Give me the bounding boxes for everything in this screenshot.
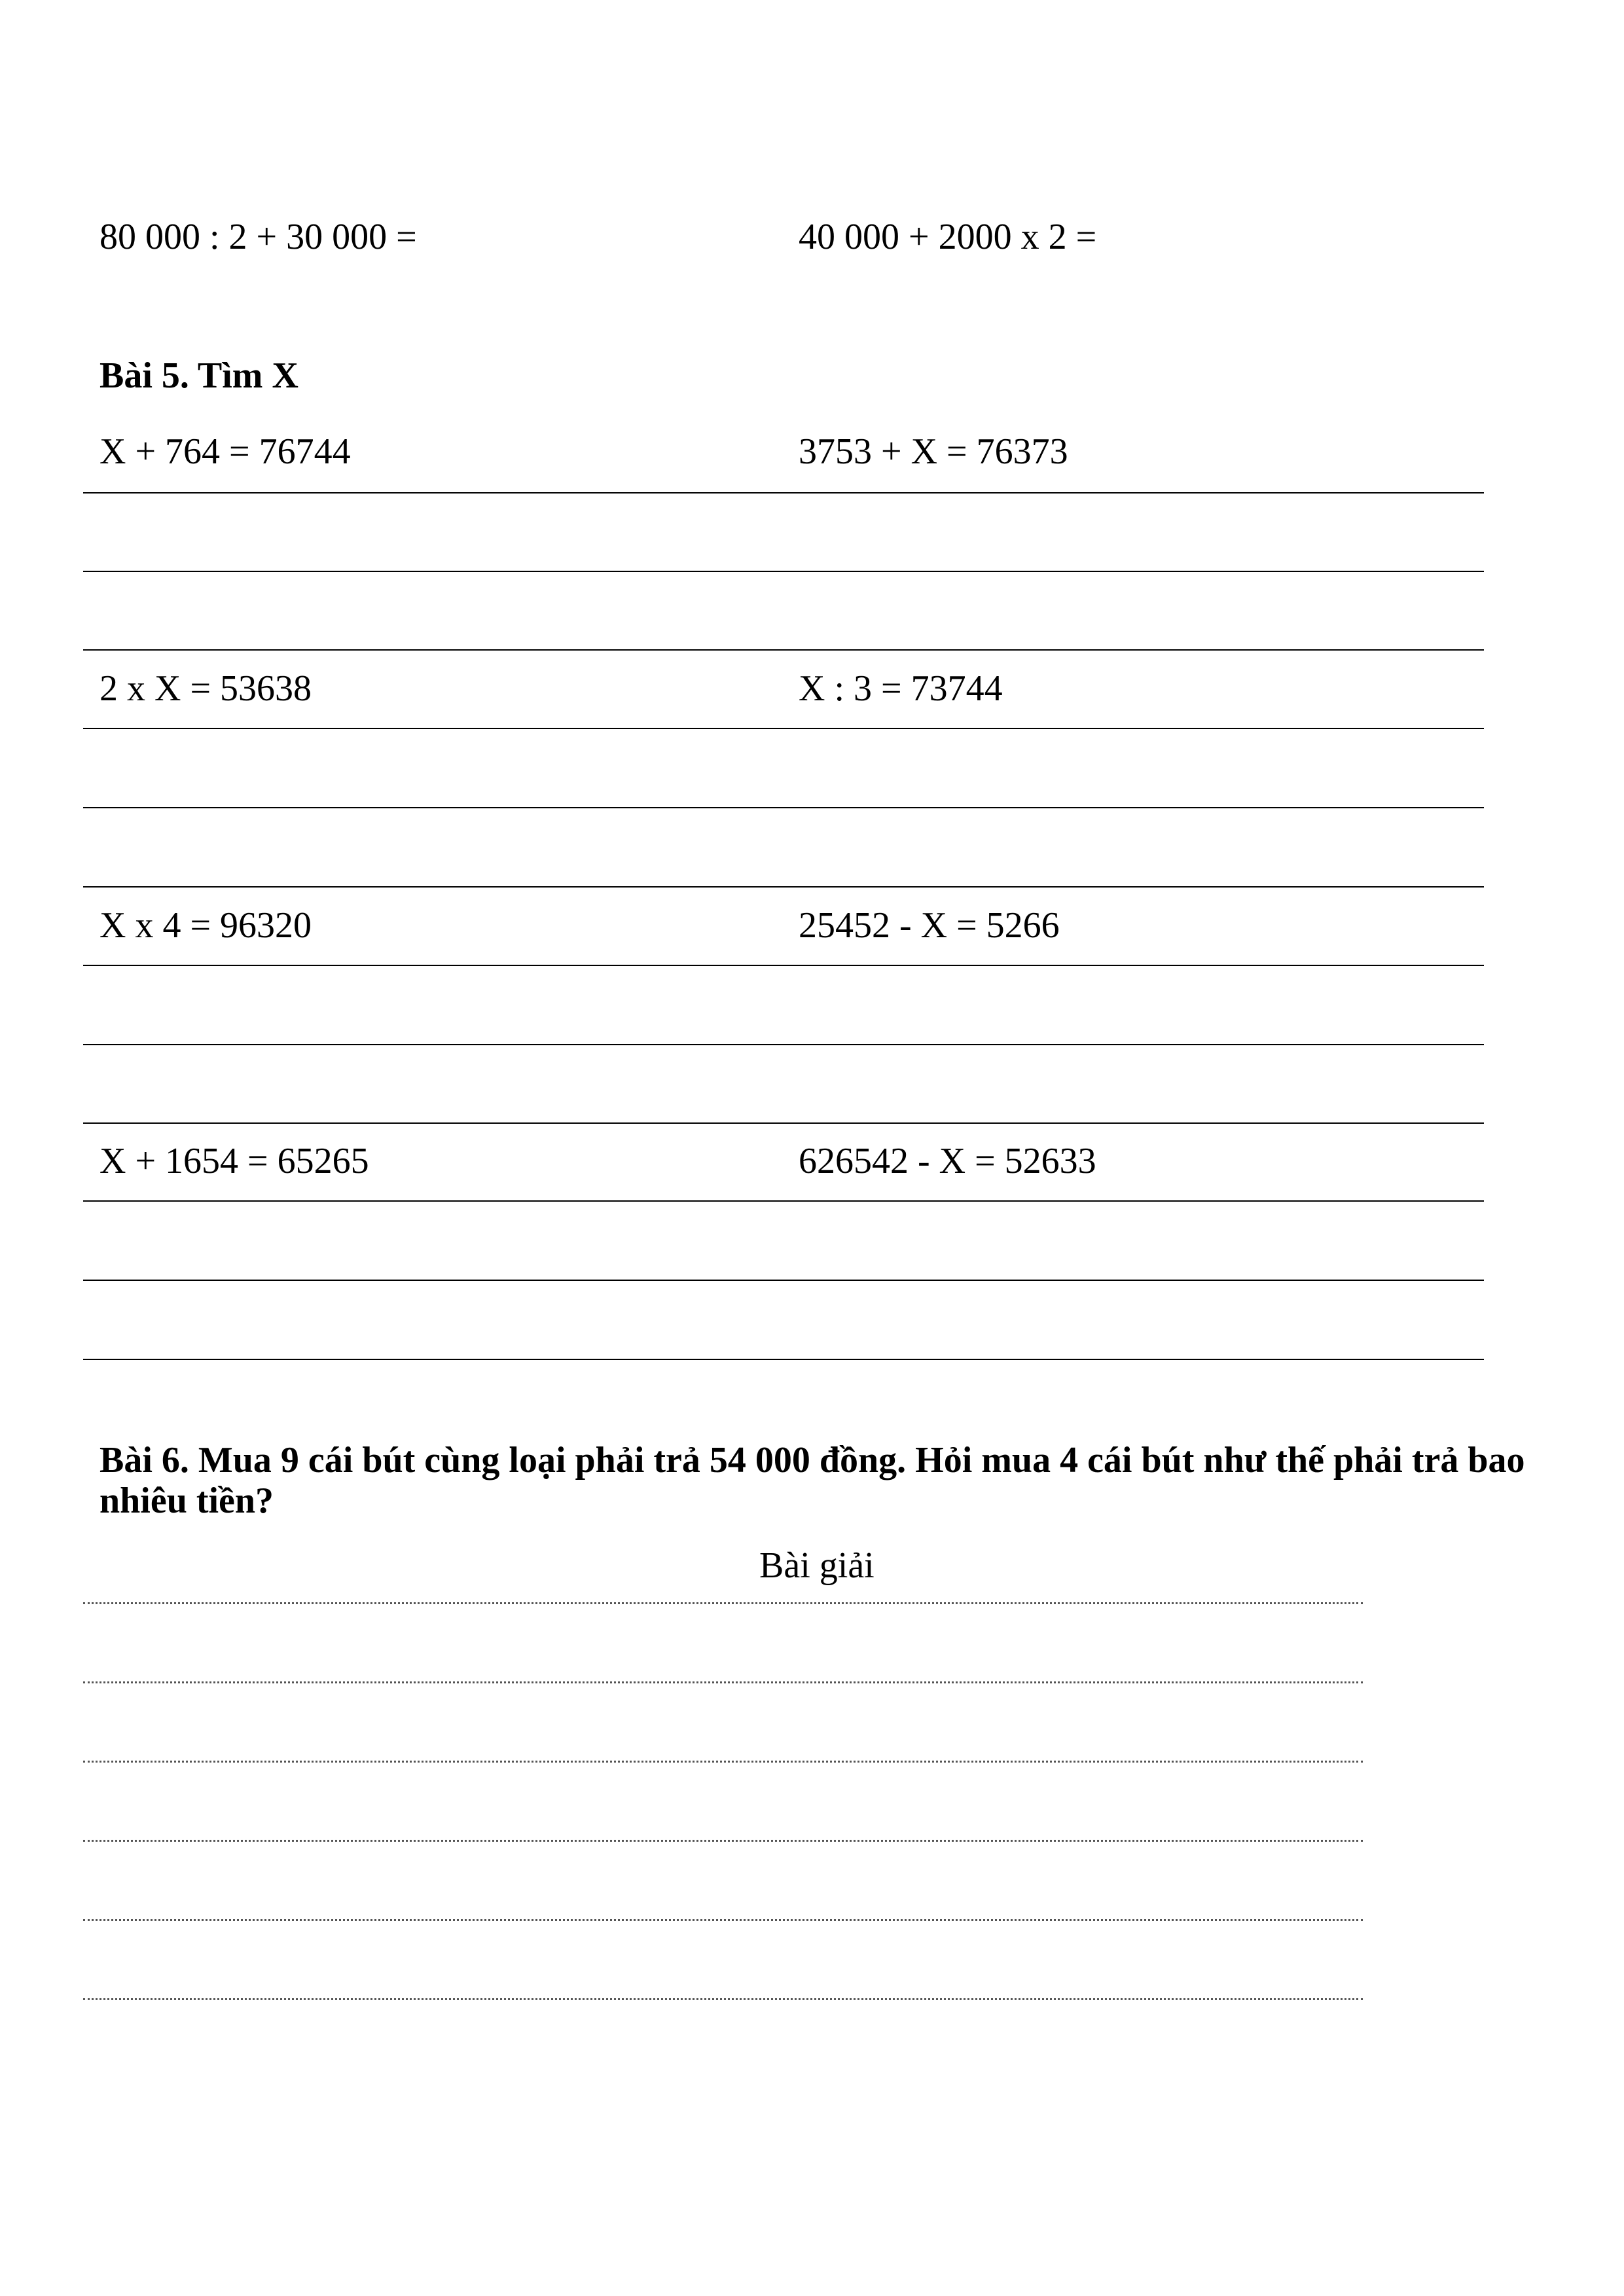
answer-line [83, 886, 1484, 888]
answer-line [83, 1200, 1484, 1202]
dotted-answer-line [83, 1761, 1363, 1763]
equation-2-right: X : 3 = 73744 [799, 668, 1003, 709]
dotted-answer-line [83, 1840, 1363, 1842]
exercise-5-title: Bài 5. Tìm X [99, 355, 298, 396]
equation-4-right: 626542 - X = 52633 [799, 1141, 1096, 1181]
dotted-answer-line [83, 1919, 1363, 1921]
answer-line [83, 1044, 1484, 1045]
equation-1-right: 3753 + X = 76373 [799, 431, 1068, 472]
answer-line [83, 1280, 1484, 1281]
exercise-6-question: Bài 6. Mua 9 cái bút cùng loại phải trả 54 000 đồng. Hỏi mua 4 cái bút như thế phải trả bao nhiêu tiền? [99, 1440, 1525, 1521]
dotted-answer-line [83, 1681, 1363, 1683]
answer-line [83, 728, 1484, 729]
equation-2-left: 2 x X = 53638 [99, 668, 312, 709]
solution-label: Bài giải [759, 1545, 875, 1586]
equation-4-left: X + 1654 = 65265 [99, 1141, 369, 1181]
expression-left: 80 000 : 2 + 30 000 = [99, 217, 417, 257]
answer-line [83, 492, 1484, 493]
answer-line [83, 1122, 1484, 1124]
dotted-answer-line [83, 1602, 1363, 1604]
answer-line [83, 649, 1484, 651]
expression-right: 40 000 + 2000 x 2 = [799, 217, 1097, 257]
answer-line [83, 807, 1484, 808]
equation-3-right: 25452 - X = 5266 [799, 905, 1060, 946]
equation-1-left: X + 764 = 76744 [99, 431, 351, 472]
dotted-answer-line [83, 1998, 1363, 2000]
answer-line [83, 965, 1484, 966]
answer-line [83, 571, 1484, 572]
answer-line [83, 1359, 1484, 1360]
equation-3-left: X x 4 = 96320 [99, 905, 312, 946]
